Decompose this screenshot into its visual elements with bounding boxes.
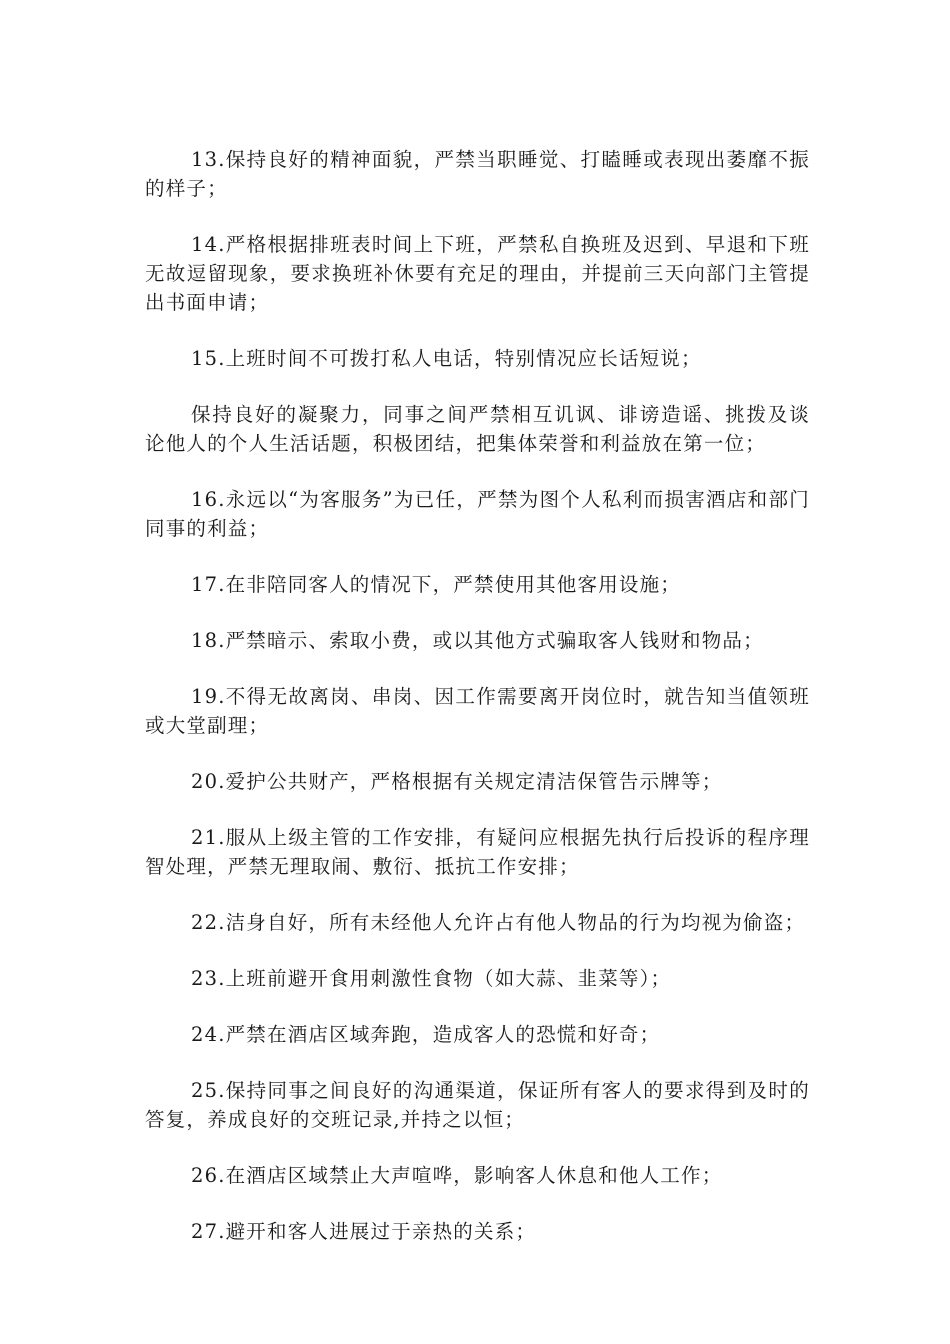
rule-paragraph-16: 16.永远以“为客服务”为已任，严禁为图个人私利而损害酒店和部门同事的利益； [145, 488, 810, 540]
document-body [145, 145, 810, 1273]
rule-paragraph-cohesion: 保持良好的凝聚力，同事之间严禁相互讥讽、诽谤造谣、挑拨及谈论他人的个人生活话题，积极团结，把集体荣誉和利益放在第一位； [145, 403, 810, 455]
rule-paragraph-15: 15.上班时间不可拨打私人电话，特别情况应长话短说； [191, 347, 702, 370]
rule-paragraph-24: 24.严禁在酒店区域奔跑，造成客人的恐慌和好奇； [191, 1023, 661, 1046]
rule-paragraph-20: 20.爱护公共财产，严格根据有关规定清洁保管告示牌等； [191, 770, 723, 793]
rule-paragraph-19: 19.不得无故离岗、串岗、因工作需要离开岗位时，就告知当值领班或大堂副理； [145, 685, 810, 737]
rule-paragraph-23: 23.上班前避开食用刺激性食物（如大蒜、韭菜等）； [191, 967, 672, 990]
rule-paragraph-17: 17.在非陪同客人的情况下，严禁使用其他客用设施； [191, 573, 682, 596]
rule-paragraph-21: 21.服从上级主管的工作安排，有疑问应根据先执行后投诉的程序理智处理，严禁无理取闹、敷衍、抵抗工作安排； [145, 826, 810, 878]
rule-paragraph-22: 22.洁身自好，所有未经他人允许占有他人物品的行为均视为偷盗； [191, 911, 806, 934]
rule-paragraph-26: 26.在酒店区域禁止大声喧哗，影响客人休息和他人工作； [191, 1164, 723, 1187]
rule-paragraph-18: 18.严禁暗示、索取小费，或以其他方式骗取客人钱财和物品； [191, 629, 764, 652]
rule-paragraph-14: 14.严格根据排班表时间上下班，严禁私自换班及迟到、早退和下班无故逗留现象，要求换班补休要有充足的理由，并提前三天向部门主管提出书面申请； [145, 233, 810, 314]
rule-paragraph-27: 27.避开和客人进展过于亲热的关系； [191, 1220, 537, 1243]
rule-paragraph-13: 13.保持良好的精神面貌，严禁当职睡觉、打瞌睡或表现出萎靡不振的样子； [145, 148, 810, 200]
rule-paragraph-25: 25.保持同事之间良好的沟通渠道，保证所有客人的要求得到及时的答复，养成良好的交班记录,并持之以恒； [145, 1079, 810, 1131]
